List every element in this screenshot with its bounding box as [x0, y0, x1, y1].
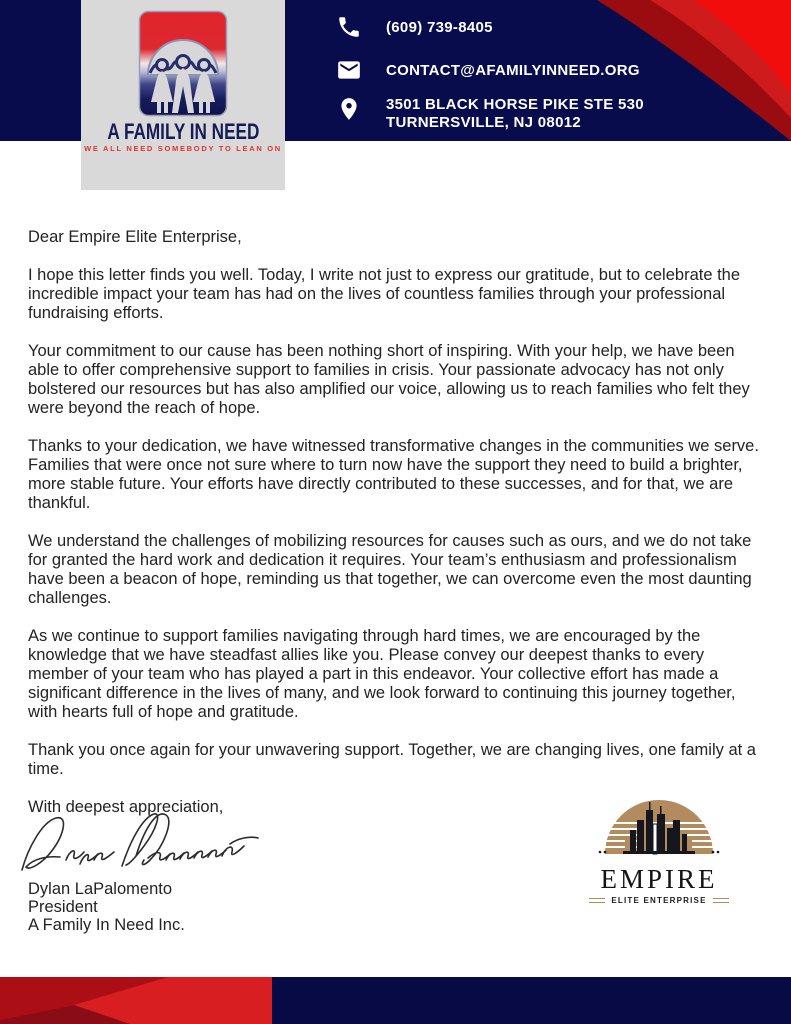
contact-block: [336, 10, 644, 132]
address-line-2: TURNERSVILLE, NJ 08012: [386, 114, 581, 131]
right-rule-icon: [713, 898, 729, 903]
empire-subtitle-row: [586, 896, 732, 905]
location-pin-icon: [336, 96, 362, 122]
phone-number: (609) 739-8405: [386, 18, 493, 36]
letter-paragraph: Thanks to your dedication, we have witnessed transformative changes in the communities we serve. Families that were once not sure where to turn now have the support they need to build a brighter, more stable future. Your efforts have directly contributed to these successes, and for that, we are thankful.: [28, 437, 759, 512]
envelope-icon: [336, 57, 362, 83]
letter-paragraph: As we continue to support families navigating through hard times, we are encouraged by the knowledge that we have steadfast allies like you. Please convey our deepest thanks to every member of your team who has played a part in this endeavor. Your collective effort has made a significant difference in the lives of many, and we look forward to continuing this journey together, with hearts full of hope and gratitude.: [28, 627, 736, 721]
salutation: Dear Empire Elite Enterprise,: [28, 228, 242, 246]
empire-subtitle: ELITE ENTERPRISE: [611, 896, 707, 905]
org-tagline: WE ALL NEED SOMEBODY TO LEAN ON: [84, 144, 282, 153]
left-rule-icon: [589, 898, 605, 903]
empire-name: EMPIRE: [600, 864, 718, 894]
org-name: A FAMILY IN NEED: [107, 119, 259, 144]
org-name-wrap: [81, 119, 285, 144]
address-line-1: 3501 BLACK HORSE PIKE STE 530: [386, 96, 644, 113]
recipient-logo: [586, 796, 732, 905]
mailing-address: [386, 96, 644, 132]
signature-handwriting: [18, 808, 278, 880]
empire-skyline-icon: [597, 796, 721, 858]
letter-paragraph: Your commitment to our cause has been nothing short of inspiring. With your help, we have been able to offer comprehensive support to families in crisis. Your passionate advocacy has not only bolstered our resources but has also amplified our voice, allowing us to reach families who felt they were beyond the reach of hope.: [28, 342, 750, 417]
signer-organization: A Family In Need Inc.: [28, 916, 185, 934]
letter-paragraph: Thank you once again for your unwavering support. Together, we are changing lives, one family at a time.: [28, 741, 756, 778]
family-emblem-icon: [138, 10, 228, 117]
organization-logo: [81, 0, 285, 190]
letter-body: [28, 228, 768, 836]
letter-paragraph: I hope this letter finds you well. Today, I write not just to express our gratitude, but to celebrate the incredible impact your team has had on the lives of countless families through your professional fundraising efforts.: [28, 266, 741, 322]
closing-line: With deepest appreciation,: [28, 798, 224, 816]
phone-row: [336, 14, 644, 40]
signer-block: [28, 880, 185, 934]
email-address: CONTACT@AFAMILYINNEED.ORG: [386, 61, 640, 79]
phone-icon: [336, 14, 362, 40]
signer-title: President: [28, 898, 98, 916]
signer-name: Dylan LaPalomento: [28, 880, 173, 898]
email-row: [336, 57, 644, 83]
address-row: [336, 96, 644, 132]
letter-paragraph: We understand the challenges of mobilizing resources for causes such as ours, and we do not take for granted the hard work and dedication it requires. Your team’s enthusiasm and professionalism have been a beacon of hope, reminding us that together, we can overcome even the most daunting challenges.: [28, 532, 752, 607]
footer-ribbon-decoration: [0, 977, 272, 1024]
footer-band: [0, 977, 791, 1024]
